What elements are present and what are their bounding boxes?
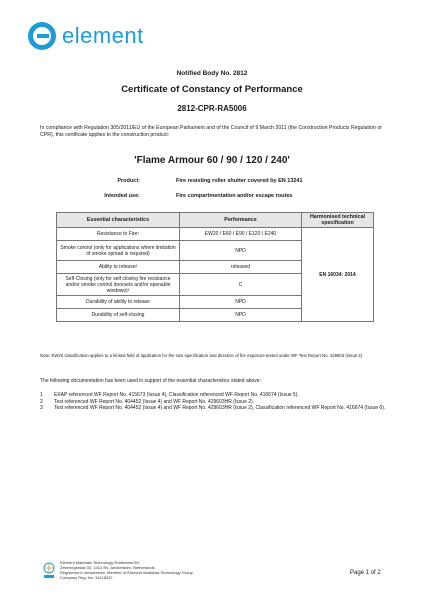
header-performance: Performance: [180, 213, 302, 228]
documentation-list: [40, 392, 390, 412]
product-value: Fire resisting roller shutter covered by EN 13241: [176, 178, 303, 184]
table-header-row: [57, 213, 374, 228]
product-label: Product:: [117, 178, 140, 184]
item-number: 2: [40, 398, 43, 405]
row-characteristic: Resistance to Fire¹: [57, 228, 180, 241]
footer-registration: Registered in Amsterdam. Member of Element Materials Technology Group: [60, 570, 193, 575]
product-name: 'Flame Armour 60 / 90 / 120 / 240': [134, 155, 290, 166]
footer-company: Element Materials Technology Rotterdam BV: [60, 560, 140, 565]
element-logo-icon: [28, 22, 56, 50]
list-item: [40, 405, 390, 412]
row-performance: EW20 / E60 / E90 / E120 / E240: [180, 228, 302, 241]
row-characteristic: Ability to release²: [57, 261, 180, 274]
row-characteristic: Smoke control (only for applications where limitation of smoke spread is required): [57, 241, 180, 261]
table-row: [57, 228, 374, 241]
footer-company-reg: Company Reg. No. 34118237: [60, 575, 113, 580]
compliance-statement: In compliance with Regulation 305/2011/EU of the European Parliament and of the Council of 9 March 2011 (the Construction Products Regulation or CPR), this certificate applies to the construction product:: [40, 125, 382, 138]
header-spec: Harmonised technical specification: [302, 213, 374, 228]
item-number: 3: [40, 405, 43, 411]
element-logo: [28, 22, 144, 50]
accreditation-logo-icon: [42, 562, 56, 580]
item-text: EXAP referenced WF Report No. 415673 (Issue 4), Classification referenced WF Report No. 416674 (Issue 5).: [54, 392, 299, 398]
row-performance: C: [180, 274, 302, 296]
row-characteristic: Self-Closing (only for self closing fire resistance and/or smoke control doorsets and/or openable windows)²: [57, 274, 180, 296]
spec-value: EN 16034: 2014: [302, 228, 374, 322]
logo-text: element: [62, 23, 144, 48]
intended-use-label: Intended use:: [104, 193, 140, 199]
table-note: Note: EW20 classification applies to a limited field of application for the size specification and direction of fire exposure tested under WF Test Report No. 428603 (Issue 2): [40, 353, 363, 358]
row-characteristic: Durability of ability to release: [57, 296, 180, 309]
row-performance: NPD: [180, 309, 302, 322]
row-performance: released: [180, 261, 302, 274]
notified-body: Notified Body No. 2812: [176, 70, 248, 77]
row-performance: NPD: [180, 241, 302, 261]
item-number: 1: [40, 392, 43, 398]
certificate-title: Certificate of Constancy of Performance: [121, 84, 303, 95]
characteristics-table: [56, 212, 374, 322]
row-characteristic: Durability of self-closing: [57, 309, 180, 322]
footer-address: Zekeringstraat 33, 1014 BV, Amsterdam, Netherlands: [60, 565, 155, 570]
intended-use-value: Fire compartmentation and/or escape routes: [176, 193, 293, 199]
header-characteristics: Essential characteristics: [57, 213, 180, 228]
footer-text: [60, 560, 280, 580]
documentation-intro: The following documentation has been used in support of the essential characteristics stated above:: [40, 378, 261, 384]
item-text: Test referenced WF Report No. 404452 (Issue 4) and WF Report No. 429603HR (Issue 2), Classification referenced WF Report No. 416674 (Issue 6).: [54, 405, 386, 411]
row-performance: NPD: [180, 296, 302, 309]
item-text: Test referenced WF Report No. 404452 (Issue 4) and WF Report No. 429603HR (Issue 2).: [54, 398, 255, 405]
certificate-code: 2812-CPR-RA5006: [177, 104, 247, 113]
page-number: Page 1 of 2: [350, 570, 381, 576]
